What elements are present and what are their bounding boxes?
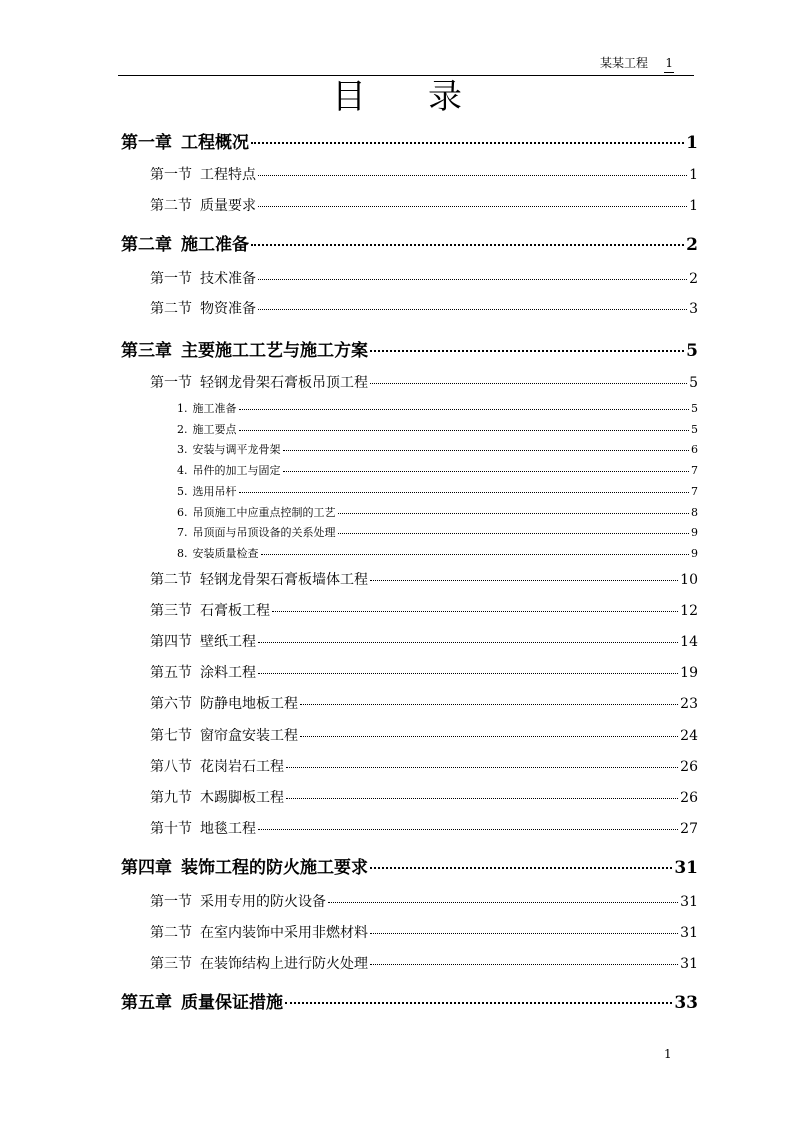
toc-section-entry[interactable]	[150, 600, 698, 620]
toc-entry-number: 第三节	[150, 603, 192, 619]
toc-entry-title: 轻钢龙骨架石膏板吊顶工程	[200, 375, 368, 391]
toc-entry-page: 12	[680, 603, 698, 619]
toc-entry-title: 吊顶面与吊顶设备的关系处理	[192, 526, 336, 539]
toc-entry-title: 施工准备	[192, 402, 237, 415]
toc-entry-title: 涂料工程	[200, 665, 256, 681]
toc-entry-number: 第十节	[150, 821, 192, 837]
toc-subsection-entry[interactable]	[177, 483, 698, 498]
toc-dot-leader	[370, 964, 678, 965]
toc-entry-label	[150, 662, 256, 682]
toc-entry-title: 主要施工工艺与施工方案	[181, 341, 368, 361]
toc-entry-number: 第五节	[150, 665, 192, 681]
toc-entry-title: 工程特点	[200, 167, 256, 183]
toc-entry-title: 木踢脚板工程	[200, 790, 284, 806]
toc-section-entry[interactable]	[150, 164, 698, 184]
toc-entry-number: 第一节	[150, 894, 192, 910]
toc-dot-leader	[370, 580, 678, 581]
toc-entry-title: 工程概况	[181, 133, 249, 153]
toc-entry-number: 第二节	[150, 925, 192, 941]
toc-entry-page: 5	[689, 375, 698, 391]
toc-dot-leader	[258, 829, 678, 830]
toc-entry-number: 第三节	[150, 956, 192, 972]
toc-entry-title: 在室内装饰中采用非燃材料	[200, 925, 368, 941]
toc-entry-label	[177, 421, 237, 437]
toc-dot-leader	[370, 383, 687, 384]
toc-entry-label	[121, 336, 368, 361]
toc-section-entry[interactable]	[150, 756, 698, 776]
toc-entry-number: 第六节	[150, 696, 192, 712]
toc-section-entry[interactable]	[150, 631, 698, 651]
toc-entry-title: 吊件的加工与固定	[192, 464, 281, 477]
toc-entry-number: 5.	[177, 485, 188, 498]
toc-entry-page: 31	[674, 858, 698, 878]
toc-entry-label	[121, 988, 283, 1013]
toc-entry-page: 8	[691, 506, 698, 519]
toc-entry-page: 1	[686, 133, 698, 153]
toc-entry-number: 第二节	[150, 572, 192, 588]
toc-entry-number: 6.	[177, 506, 188, 519]
toc-entry-title: 技术准备	[200, 271, 256, 287]
toc-dot-leader	[251, 142, 684, 144]
toc-entry-page: 26	[680, 790, 698, 806]
toc-dot-leader	[370, 933, 678, 934]
toc-entry-number: 2.	[177, 423, 188, 436]
toc-entry-page: 9	[691, 547, 698, 560]
toc-entry-label	[150, 818, 256, 838]
toc-dot-leader	[286, 767, 678, 768]
toc-section-entry[interactable]	[150, 725, 698, 745]
toc-entry-title: 施工准备	[181, 235, 249, 255]
toc-entry-number: 第三章	[121, 341, 172, 361]
toc-title: 目录	[332, 77, 524, 117]
toc-entry-title: 安装与调平龙骨架	[192, 443, 281, 456]
toc-entry-page: 1	[689, 167, 698, 183]
toc-chapter-entry[interactable]	[121, 230, 698, 254]
toc-dot-leader	[258, 673, 678, 674]
toc-entry-number: 第二节	[150, 198, 192, 214]
toc-entry-page: 7	[691, 485, 698, 498]
header-project-name: 某某工程	[599, 56, 648, 70]
toc-dot-leader	[338, 533, 690, 534]
toc-dot-leader	[239, 492, 690, 493]
toc-entry-page: 5	[686, 341, 698, 361]
toc-entry-title: 质量要求	[200, 198, 256, 214]
toc-entry-label	[150, 756, 284, 776]
toc-section-entry[interactable]	[150, 268, 698, 288]
toc-entry-number: 第一节	[150, 271, 192, 287]
toc-entry-number: 第一章	[121, 133, 172, 153]
toc-entry-number: 第二章	[121, 235, 172, 255]
toc-section-entry[interactable]	[150, 787, 698, 807]
toc-entry-title: 地毯工程	[200, 821, 256, 837]
toc-subsection-entry[interactable]	[177, 504, 698, 519]
toc-subsection-entry[interactable]	[177, 462, 698, 477]
toc-entry-number: 第九节	[150, 790, 192, 806]
toc-entry-label	[177, 504, 336, 520]
toc-entry-page: 31	[680, 956, 698, 972]
toc-entry-label	[150, 922, 368, 942]
toc-entry-title: 花岗岩石工程	[200, 759, 284, 775]
toc-dot-leader	[239, 409, 690, 410]
toc-entry-page: 7	[691, 464, 698, 477]
toc-entry-label	[177, 462, 281, 478]
toc-entry-number: 第八节	[150, 759, 192, 775]
toc-entry-label	[177, 545, 259, 561]
toc-entry-label	[121, 230, 249, 255]
toc-entry-page: 2	[689, 271, 698, 287]
toc-dot-leader	[272, 611, 678, 612]
toc-dot-leader	[286, 798, 678, 799]
toc-entry-page: 1	[689, 198, 698, 214]
toc-entry-label	[150, 600, 270, 620]
toc-entry-number: 第五章	[121, 993, 172, 1013]
toc-entry-number: 第七节	[150, 728, 192, 744]
toc-entry-label	[150, 195, 256, 215]
toc-entry-title: 石膏板工程	[200, 603, 270, 619]
footer-page-number: 1	[664, 1047, 672, 1061]
toc-entry-page: 31	[680, 925, 698, 941]
toc-dot-leader	[258, 642, 678, 643]
toc-entry-title: 物资准备	[200, 301, 256, 317]
toc-subsection-entry[interactable]	[177, 441, 698, 456]
toc-chapter-entry[interactable]	[121, 128, 698, 152]
toc-entry-label	[150, 569, 368, 589]
toc-subsection-entry[interactable]	[177, 545, 698, 560]
toc-chapter-entry[interactable]	[121, 988, 698, 1012]
toc-entry-label	[150, 953, 368, 973]
toc-entry-title: 装饰工程的防火施工要求	[181, 858, 368, 878]
toc-entry-page: 3	[689, 301, 698, 317]
toc-dot-leader	[251, 244, 684, 246]
toc-entry-page: 33	[674, 993, 698, 1013]
toc-entry-title: 轻钢龙骨架石膏板墙体工程	[200, 572, 368, 588]
toc-section-entry[interactable]	[150, 891, 698, 911]
toc-entry-page: 31	[680, 894, 698, 910]
toc-dot-leader	[258, 279, 687, 280]
toc-entry-label	[150, 693, 298, 713]
toc-dot-leader	[283, 471, 690, 472]
toc-dot-leader	[258, 175, 687, 176]
toc-dot-leader	[258, 309, 687, 310]
toc-entry-number: 第四节	[150, 634, 192, 650]
toc-entry-title: 安装质量检查	[192, 547, 259, 560]
toc-entry-number: 4.	[177, 464, 188, 477]
toc-entry-label	[150, 787, 284, 807]
toc-entry-title: 壁纸工程	[200, 634, 256, 650]
toc-entry-page: 23	[680, 696, 698, 712]
toc-chapter-entry[interactable]	[121, 336, 698, 360]
toc-dot-leader	[258, 206, 687, 207]
toc-entry-label	[177, 524, 336, 540]
toc-entry-label	[150, 268, 256, 288]
toc-entry-page: 2	[686, 235, 698, 255]
toc-chapter-entry[interactable]	[121, 853, 698, 877]
toc-entry-label	[177, 400, 237, 416]
toc-entry-title: 在装饰结构上进行防火处理	[200, 956, 368, 972]
toc-entry-number: 第四章	[121, 858, 172, 878]
toc-section-entry[interactable]	[150, 195, 698, 215]
toc-subsection-entry[interactable]	[177, 524, 698, 539]
toc-dot-leader	[300, 736, 678, 737]
toc-entry-label	[177, 483, 237, 499]
toc-section-entry[interactable]	[150, 372, 698, 392]
toc-dot-leader	[239, 430, 690, 431]
toc-entry-page: 19	[680, 665, 698, 681]
toc-entry-label	[121, 128, 249, 153]
toc-subsection-entry[interactable]	[177, 421, 698, 436]
toc-entry-label	[150, 891, 326, 911]
toc-dot-leader	[283, 450, 690, 451]
toc-entry-number: 7.	[177, 526, 188, 539]
toc-entry-number: 8.	[177, 547, 188, 560]
toc-entry-title: 防静电地板工程	[200, 696, 298, 712]
toc-dot-leader	[370, 350, 684, 352]
toc-dot-leader	[338, 513, 690, 514]
toc-entry-page: 24	[680, 728, 698, 744]
toc-entry-page: 27	[680, 821, 698, 837]
toc-dot-leader	[261, 554, 690, 555]
header-page-number: 1	[664, 54, 674, 73]
toc-entry-page: 5	[691, 423, 698, 436]
toc-subsection-entry[interactable]	[177, 400, 698, 415]
toc-dot-leader	[328, 902, 678, 903]
toc-dot-leader	[300, 704, 678, 705]
toc-entry-number: 3.	[177, 443, 188, 456]
toc-section-entry[interactable]	[150, 922, 698, 942]
toc-entry-label	[150, 298, 256, 318]
toc-entry-title: 吊顶施工中应重点控制的工艺	[192, 506, 336, 519]
toc-entry-label	[177, 441, 281, 457]
toc-entry-page: 10	[680, 572, 698, 588]
toc-entry-title: 采用专用的防火设备	[200, 894, 326, 910]
toc-section-entry[interactable]	[150, 298, 698, 318]
toc-dot-leader	[285, 1002, 672, 1004]
toc-section-entry[interactable]	[150, 693, 698, 713]
toc-entry-page: 5	[691, 402, 698, 415]
toc-entry-label	[150, 164, 256, 184]
toc-entry-page: 14	[680, 634, 698, 650]
toc-section-entry[interactable]	[150, 662, 698, 682]
toc-entry-number: 第一节	[150, 167, 192, 183]
toc-entry-title: 选用吊杆	[192, 485, 237, 498]
toc-entry-label	[150, 725, 298, 745]
toc-entry-page: 9	[691, 526, 698, 539]
toc-entry-title: 质量保证措施	[181, 993, 283, 1013]
toc-section-entry[interactable]	[150, 569, 698, 589]
toc-entry-number: 第一节	[150, 375, 192, 391]
toc-entry-label	[121, 853, 368, 878]
toc-dot-leader	[370, 867, 672, 869]
toc-entry-title: 窗帘盒安装工程	[200, 728, 298, 744]
toc-entry-page: 26	[680, 759, 698, 775]
toc-entry-title: 施工要点	[192, 423, 237, 436]
toc-section-entry[interactable]	[150, 818, 698, 838]
toc-entry-number: 1.	[177, 402, 188, 415]
toc-entry-label	[150, 372, 368, 392]
toc-entry-label	[150, 631, 256, 651]
toc-entry-number: 第二节	[150, 301, 192, 317]
toc-entry-page: 6	[691, 443, 698, 456]
toc-section-entry[interactable]	[150, 953, 698, 973]
